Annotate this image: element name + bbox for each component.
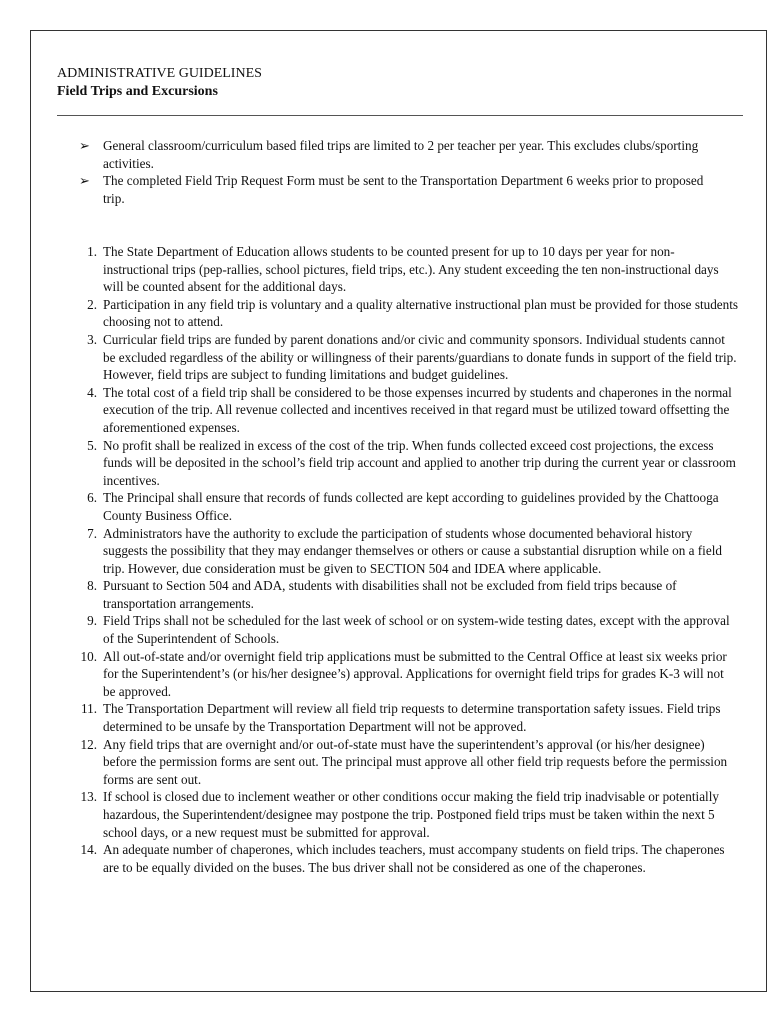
bullet-item <box>57 137 717 172</box>
header-divider <box>57 115 743 116</box>
item-number: 9. <box>87 613 97 629</box>
list-item <box>57 525 739 578</box>
item-number: 14. <box>80 842 97 858</box>
item-number: 5. <box>87 437 97 453</box>
item-number: 12. <box>80 736 97 752</box>
item-number: 6. <box>87 490 97 506</box>
bullet-text: The completed Field Trip Request Form must be sent to the Transportation Department 6 weeks prior to proposed trip. <box>103 173 704 206</box>
list-item <box>57 243 739 296</box>
list-item <box>57 648 739 701</box>
item-text: An adequate number of chaperones, which includes teachers, must accompany students on field trips. The chaperones are to be equally divided on the buses. The bus driver shall not be considered as one of the chaperones. <box>103 842 725 875</box>
item-number: 2. <box>87 296 97 312</box>
list-item <box>57 577 739 612</box>
guidelines-heading: ADMINISTRATIVE GUIDELINES <box>57 66 262 81</box>
item-text: If school is closed due to inclement weather or other conditions occur making the field trip inadvisable or potentially hazardous, the Superintendent/designee may postpone the trip. Postponed field trips must be taken within the next 5 school days, or a new request must be submitted for approval. <box>103 789 719 840</box>
item-text: No profit shall be realized in excess of the cost of the trip. When funds collected exceed cost projections, the excess funds will be deposited in the school’s field trip account and applied to another trip during the current year or classroom incentives. <box>103 437 736 488</box>
bullet-item <box>57 172 717 207</box>
item-number: 3. <box>87 331 97 347</box>
list-item <box>57 788 739 841</box>
item-number: 4. <box>87 384 97 400</box>
list-item <box>57 489 739 524</box>
list-item <box>57 331 739 384</box>
list-item <box>57 841 739 876</box>
item-text: Participation in any field trip is voluntary and a quality alternative instructional plan must be provided for those students choosing not to attend. <box>103 296 739 330</box>
guideline-list <box>57 243 739 876</box>
item-text: The Principal shall ensure that records of funds collected are kept according to guidelines provided by the Chattooga County Business Office. <box>103 490 719 523</box>
item-number: 11. <box>81 701 97 717</box>
item-number: 1. <box>87 244 97 259</box>
list-item <box>57 736 739 789</box>
item-number: 13. <box>80 789 97 805</box>
bullet-text: General classroom/curriculum based filed trips are limited to 2 per teacher per year. This excludes clubs/sporting activities. <box>103 138 699 171</box>
item-text: The State Department of Education allows students to be counted present for up to 10 days per year for non-instructional trips (pep-rallies, school pictures, field trips, etc.). Any student exceeding the ten non-instructional days will be counted absent for the additional days. <box>103 244 719 295</box>
arrow-bullet-icon: ➢ <box>79 173 91 189</box>
item-text: The total cost of a field trip shall be considered to be those expenses incurred by students and chaperones in the normal execution of the trip. All revenue collected and incentives received in that regard must be utilized toward offsetting the aforementioned expenses. <box>103 384 732 435</box>
item-text: All out-of-state and/or overnight field trip applications must be submitted to the Central Office at least six weeks prior for the Superintendent’s (or his/her designee’s) approval. Applications for overnight field trips for grades K-3 will not be approved. <box>103 648 727 699</box>
list-item <box>57 437 739 490</box>
bullet-list <box>57 137 717 207</box>
item-text: Pursuant to Section 504 and ADA, students with disabilities shall not be excluded from field trips because of transportation arrangements. <box>103 578 677 611</box>
item-text: Any field trips that are overnight and/or out-of-state must have the superintendent’s approval (or his/her designee) before the permission forms are sent out. The principal must approve all other field trip requests before the permission forms are sent out. <box>103 736 728 787</box>
list-item <box>57 296 739 331</box>
item-text: Administrators have the authority to exclude the participation of students whose documented behavioral history suggests the possibility that they may endanger themselves or others or cause a substantial disruption while on a field trip. However, due consideration must be given to SECTION 504 and IDEA where applicable. <box>103 525 722 576</box>
item-text: The Transportation Department will review all field trip requests to determine transportation safety issues. Field trips determined to be unsafe by the Transportation Department will not be approved. <box>103 701 721 735</box>
list-item <box>57 700 739 735</box>
item-text: Field Trips shall not be scheduled for the last week of school or on system-wide testing dates, except with the approval of the Superintendent of Schools. <box>103 613 730 647</box>
arrow-bullet-icon: ➢ <box>79 138 91 153</box>
list-item <box>57 612 739 647</box>
list-item <box>57 384 739 437</box>
item-text: Curricular field trips are funded by parent donations and/or civic and community sponsors. Individual students cannot be excluded regardless of the ability or willingness of their parents/guardians to donate funds in support of the field trip. However, field trips are subject to funding limitations and budget guidelines. <box>103 331 737 383</box>
document-page <box>30 30 767 992</box>
item-number: 10. <box>80 648 97 664</box>
item-number: 7. <box>87 525 97 541</box>
document-title: Field Trips and Excursions <box>57 84 218 99</box>
item-number: 8. <box>87 578 97 594</box>
document-header <box>57 65 262 101</box>
